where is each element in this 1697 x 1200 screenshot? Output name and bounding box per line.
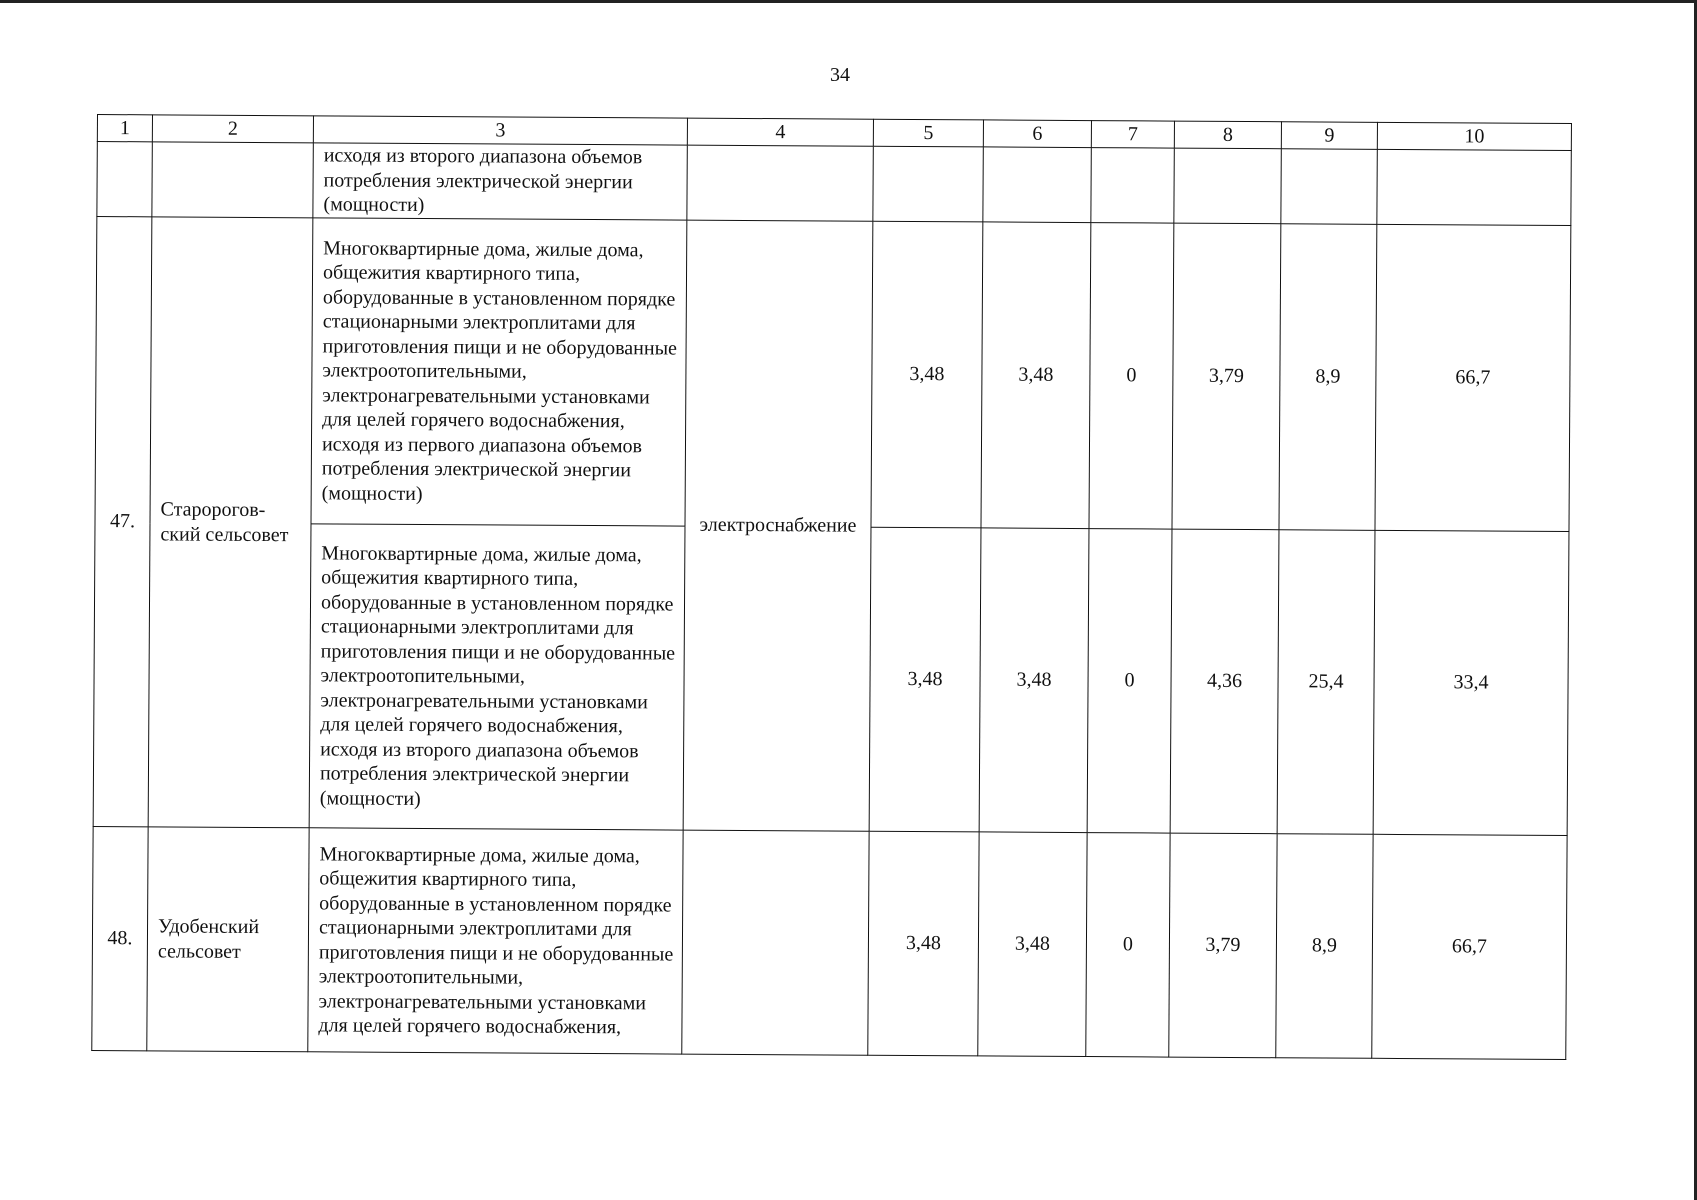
value-cell: 3,48 <box>981 222 1091 529</box>
value-cell: 33,4 <box>1373 530 1569 835</box>
municipality-name <box>152 142 313 218</box>
row-number: 48. <box>92 826 148 1050</box>
page-number: 34 <box>830 64 850 86</box>
value-cell: 0 <box>1086 833 1170 1058</box>
value-cell: 3,48 <box>978 832 1087 1057</box>
consumer-category: Многоквартирные дома, жилые дома, общежития квартирного типа, оборудованные в установленном порядке стационарными электроплитами для приготовления пищи и не оборудованные электроотопительными, электронагревательными установками для целей горячего водоснабжения, <box>308 828 683 1054</box>
consumer-category: Многоквартирные дома, жилые дома, общежития квартирного типа, оборудованные в установленном порядке стационарными электроплитами для приготовления пищи и не оборудованные электроотопительными, электронагревательными установками для целей горячего водоснабжения, исходя из второго диапазона объемов потребления электрической энергии (мощности) <box>309 524 685 830</box>
col-header: 10 <box>1377 122 1571 150</box>
value-cell: 3,79 <box>1172 223 1281 530</box>
col-header: 4 <box>687 118 873 146</box>
value-cell: 0 <box>1089 223 1174 530</box>
col-header: 1 <box>97 115 152 142</box>
value-cell: 0 <box>1087 529 1172 834</box>
service-cell <box>682 830 869 1055</box>
value-cell: 3,48 <box>869 527 981 832</box>
municipality-name: Старорогов-ский сельсовет <box>148 217 313 828</box>
value-cell: 66,7 <box>1375 224 1571 531</box>
col-header: 8 <box>1174 121 1281 149</box>
value-cell: 3,79 <box>1169 833 1277 1058</box>
value-cell: 4,36 <box>1170 529 1279 834</box>
tariff-table <box>91 114 1572 1060</box>
row-number <box>97 142 152 217</box>
col-header: 2 <box>152 115 313 143</box>
value-cell: 3,48 <box>868 831 979 1056</box>
table-row <box>97 142 1571 226</box>
col-header: 9 <box>1281 122 1377 150</box>
value-cell: 3,48 <box>871 221 983 528</box>
value-cell: 8,9 <box>1279 224 1377 531</box>
value-cell <box>1174 148 1281 224</box>
col-header: 3 <box>313 116 687 145</box>
table-row <box>95 217 1571 532</box>
value-cell: 25,4 <box>1277 530 1375 835</box>
col-header: 7 <box>1091 121 1174 149</box>
consumer-category: исходя из второго диапазона объемов потребления электрической энергии (мощности) <box>313 143 687 220</box>
col-header: 5 <box>873 119 983 147</box>
service-cell <box>687 145 873 221</box>
col-header: 6 <box>983 120 1091 148</box>
value-cell: 8,9 <box>1276 834 1373 1059</box>
value-cell: 66,7 <box>1372 834 1567 1059</box>
municipality-name: Удобенский сельсовет <box>147 827 309 1052</box>
value-cell: 3,48 <box>979 528 1089 833</box>
value-cell <box>1091 148 1174 224</box>
row-number: 47. <box>93 217 152 827</box>
page-edge-top <box>0 0 1697 3</box>
value-cell <box>1377 149 1571 225</box>
value-cell <box>983 147 1091 223</box>
table-row <box>92 826 1567 1059</box>
service-type: электроснабжение <box>683 220 873 831</box>
value-cell <box>1281 149 1377 225</box>
consumer-category: Многоквартирные дома, жилые дома, общежития квартирного типа, оборудованные в установленном порядке стационарными электроплитами для приготовления пищи и не оборудованные электроотопительными, электронагревательными установками для целей горячего водоснабжения, исходя из первого диапазона объемов потребления электрической энергии (мощности) <box>311 218 687 526</box>
value-cell <box>873 146 983 222</box>
